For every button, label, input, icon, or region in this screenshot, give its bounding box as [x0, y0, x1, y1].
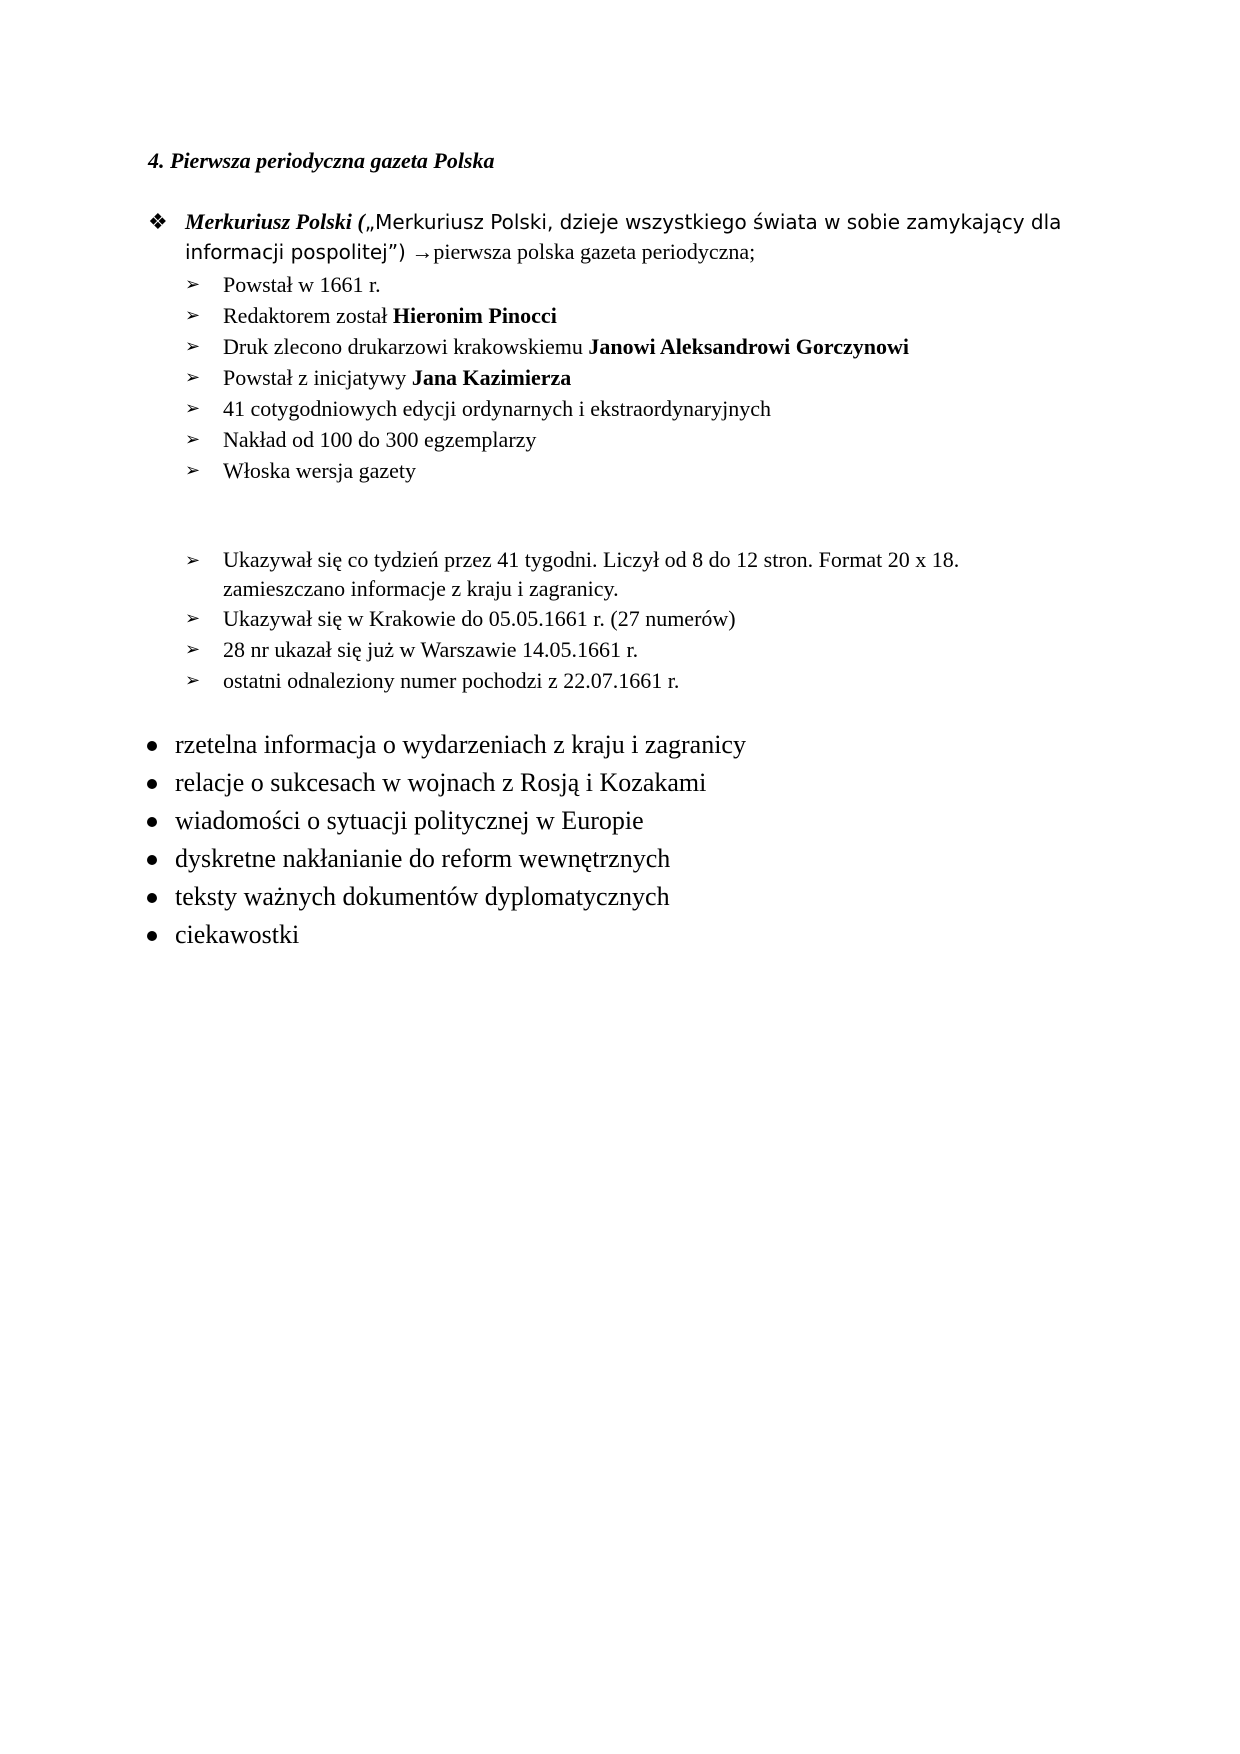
- list-item: [185, 331, 1085, 362]
- right-arrow-icon: →: [411, 239, 434, 264]
- list-item: [185, 634, 1085, 665]
- publication-list: [185, 545, 1085, 696]
- list-item: [185, 665, 1085, 696]
- arrowhead-bullet-icon: ➢: [185, 550, 201, 570]
- intro-text: [185, 207, 1098, 267]
- list-item-text: Ukazywał się w Krakowie do 05.05.1661 r. (27 numerów): [223, 606, 736, 631]
- arrowhead-bullet-icon: ➢: [185, 429, 201, 449]
- list-item-bold: Jana Kazimierza: [411, 365, 572, 390]
- list-item: [185, 362, 1085, 393]
- list-item: [185, 545, 1085, 603]
- list-item-text: Druk zlecono drukarzowi krakowskiemu: [223, 334, 589, 359]
- list-item-text: Powstał z inicjatywy: [223, 365, 412, 390]
- round-bullet-icon: [147, 817, 157, 827]
- list-item-text: teksty ważnych dokumentów dyplomatycznych: [175, 882, 670, 911]
- intro-quote-close: ”): [387, 240, 406, 264]
- list-item-text: 41 cotygodniowych edycji ordynarnych i ekstraordynaryjnych: [223, 396, 772, 421]
- section-heading: 4. Pierwsza periodyczna gazeta Polska: [148, 148, 495, 173]
- list-item: [145, 726, 1045, 764]
- arrowhead-bullet-icon: ➢: [185, 460, 201, 480]
- list-item-bold: Hieronim Pinocci: [392, 303, 557, 328]
- diamond-bullet-icon: ❖: [148, 209, 168, 234]
- list-item: [185, 455, 1085, 486]
- list-item-text: ciekawostki: [175, 920, 300, 949]
- list-item: [145, 764, 1045, 802]
- intro-paragraph: [148, 207, 1098, 267]
- list-item-bold: Janowi Aleksandrowi Gorczynowi: [588, 334, 910, 359]
- round-bullet-icon: [147, 779, 157, 789]
- arrowhead-bullet-icon: ➢: [185, 367, 201, 387]
- content-bullet-list: [145, 726, 1045, 954]
- list-item: [145, 916, 1045, 954]
- list-item: [185, 269, 1085, 300]
- arrowhead-bullet-icon: ➢: [185, 274, 201, 294]
- round-bullet-icon: [147, 931, 157, 941]
- round-bullet-icon: [147, 893, 157, 903]
- list-item: [185, 393, 1085, 424]
- list-item: [185, 300, 1085, 331]
- list-item-text: ostatni odnaleziony numer pochodzi z 22.07.1661 r.: [223, 668, 680, 693]
- list-item-text: 28 nr ukazał się już w Warszawie 14.05.1661 r.: [223, 637, 639, 662]
- list-item-text: Redaktorem został: [223, 303, 393, 328]
- arrowhead-bullet-icon: ➢: [185, 336, 201, 356]
- list-item: [185, 424, 1085, 455]
- intro-quote-text: Merkuriusz Polski, dzieje wszystkiego świata w sobie zamykający dla informacji pospolitej: [185, 210, 1062, 264]
- list-item: [185, 603, 1085, 634]
- list-item-text: relacje o sukcesach w wojnach z Rosją i Kozakami: [175, 768, 707, 797]
- intro-quote-open: „: [364, 210, 376, 234]
- fact-list: [185, 269, 1085, 486]
- list-item-text: wiadomości o sytuacji politycznej w Europie: [175, 806, 644, 835]
- arrowhead-bullet-icon: ➢: [185, 305, 201, 325]
- arrowhead-bullet-icon: ➢: [185, 670, 201, 690]
- round-bullet-icon: [147, 855, 157, 865]
- list-item-text: Nakład od 100 do 300 egzemplarzy: [223, 427, 537, 452]
- list-item-text: rzetelna informacja o wydarzeniach z kraju i zagranicy: [175, 730, 746, 759]
- list-item-text: Włoska wersja gazety: [223, 458, 417, 483]
- arrowhead-bullet-icon: ➢: [185, 639, 201, 659]
- list-item: [145, 802, 1045, 840]
- list-item-text: Powstał w 1661 r.: [223, 272, 381, 297]
- intro-rest: pierwsza polska gazeta periodyczna;: [433, 239, 756, 264]
- arrowhead-bullet-icon: ➢: [185, 608, 201, 628]
- list-item: [145, 840, 1045, 878]
- list-item: [145, 878, 1045, 916]
- list-item-text: dyskretne nakłanianie do reform wewnętrznych: [175, 844, 671, 873]
- arrowhead-bullet-icon: ➢: [185, 398, 201, 418]
- list-item-text: Ukazywał się co tydzień przez 41 tygodni. Liczył od 8 do 12 stron. Format 20 x 18. zamieszczano informacje z kraju i zagranicy.: [223, 547, 960, 601]
- intro-title: Merkuriusz Polski (: [185, 209, 365, 234]
- round-bullet-icon: [147, 741, 157, 751]
